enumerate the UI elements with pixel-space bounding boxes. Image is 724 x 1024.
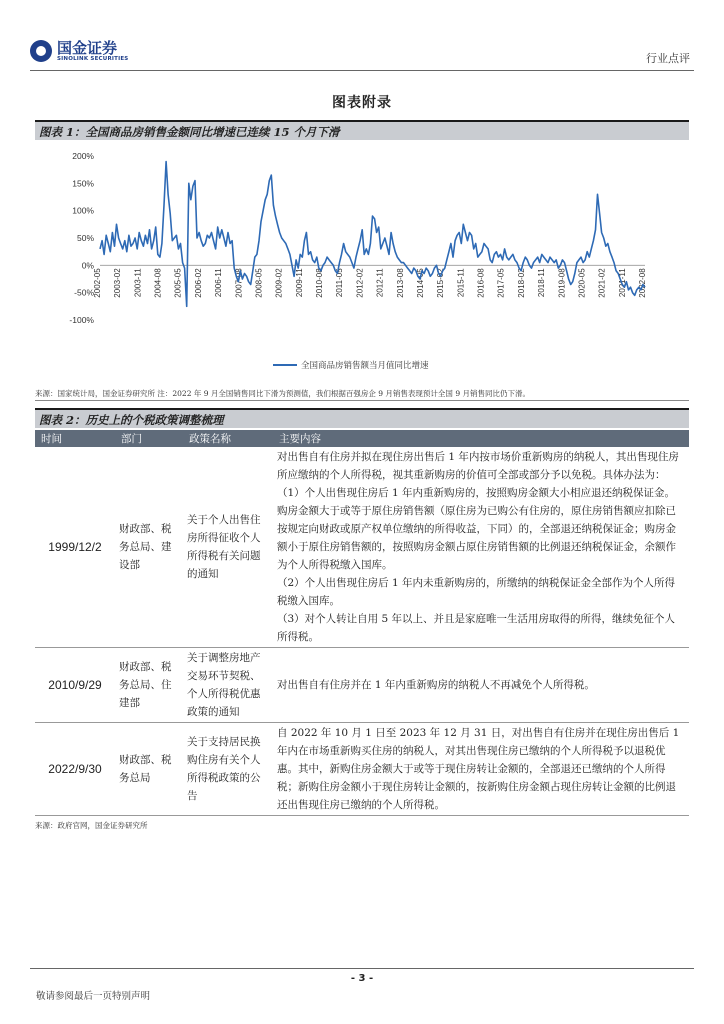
x-tick-label: 2017-05 bbox=[496, 268, 506, 298]
x-tick-label: 2006-02 bbox=[193, 268, 203, 298]
table-header bbox=[35, 430, 689, 447]
x-tick-label: 2016-08 bbox=[476, 268, 486, 298]
x-tick-label: 2002-05 bbox=[93, 268, 102, 298]
x-tick-label: 2015-11 bbox=[456, 268, 466, 298]
x-tick-label: 2003-11 bbox=[133, 268, 143, 298]
row-dept: 财政部、税务总局 bbox=[115, 723, 183, 816]
x-tick-label: 2014-05 bbox=[415, 268, 425, 298]
figure2-title: 图表 2：历史上的个税政策调整梳理 bbox=[35, 408, 689, 428]
content-paragraph: （2）个人出售现住房后 1 年内未重新购房的，所缴纳的纳税保证金全部作为个人所得税缴入国库。 bbox=[277, 577, 676, 607]
content-paragraph: （1）个人出售现住房后 1 年内重新购房的，按照购房金额大小相应退还纳税保证金。购房金额大于或等于原住房销售额（原住房为已购公有住房的，原住房销售额应扣除已按规定向财政或原产权单位缴纳的所得收益，下同）的，全部退还纳税保证金；购房金额小于原住房销售额的，按照购房金额占原住房销售额的比例退还纳税保证金，余额作为个人所得税缴入国库。 bbox=[277, 487, 676, 571]
row-dept: 财政部、税务总局、住建部 bbox=[115, 648, 183, 723]
y-tick-label: 50% bbox=[76, 233, 94, 243]
col-header-name: 政策名称 bbox=[183, 430, 273, 447]
policy-table bbox=[35, 430, 689, 816]
x-tick-label: 2010-08 bbox=[315, 268, 325, 298]
page-number: - 3 - bbox=[350, 973, 374, 984]
table-row bbox=[35, 723, 689, 816]
col-header-dept: 部门 bbox=[115, 430, 183, 447]
x-tick-label: 2009-02 bbox=[274, 268, 284, 298]
x-tick-label: 2012-11 bbox=[375, 268, 385, 298]
x-tick-label: 2022-08 bbox=[638, 268, 647, 298]
y-tick-label: -50% bbox=[74, 287, 94, 298]
row-content bbox=[273, 648, 689, 723]
figure1-divider bbox=[35, 400, 689, 401]
row-content bbox=[273, 723, 689, 816]
table-row bbox=[35, 447, 689, 648]
footer-divider bbox=[30, 968, 694, 969]
x-tick-label: 2011-05 bbox=[335, 268, 345, 298]
x-tick-label: 2021-11 bbox=[617, 268, 627, 298]
x-tick-label: 2018-02 bbox=[516, 268, 526, 298]
figure1-source: 来源：国家统计局，国金证券研究所 注：2022 年 9 月全国销售同比下滑为预测值，我们根据百强房企 9 月销售表现预计全国 9 月销售同比仍下滑。 bbox=[35, 389, 530, 398]
y-tick-label: 200% bbox=[72, 151, 94, 161]
row-policy-name: 关于调整房地产交易环节契税、个人所得税优惠政策的通知 bbox=[183, 648, 273, 723]
disclaimer-note: 敬请参阅最后一页特别声明 bbox=[36, 991, 151, 1002]
line-chart bbox=[35, 140, 689, 380]
row-date: 2010/9/29 bbox=[35, 648, 115, 723]
x-tick-label: 2005-05 bbox=[173, 268, 183, 298]
figure1-chart bbox=[35, 140, 689, 380]
brand-name-cn: 国金证券 bbox=[57, 39, 118, 57]
x-tick-label: 2004-08 bbox=[153, 268, 163, 298]
section-title: 图表附录 bbox=[332, 95, 392, 111]
y-tick-label: 150% bbox=[72, 178, 94, 189]
legend-label: 全国商品房销售额当月值同比增速 bbox=[301, 361, 429, 371]
x-tick-label: 2020-05 bbox=[577, 268, 587, 298]
x-tick-label: 2013-08 bbox=[395, 268, 405, 298]
x-tick-label: 2003-02 bbox=[113, 268, 123, 298]
brand-logo bbox=[30, 40, 128, 62]
x-tick-label: 2021-02 bbox=[597, 268, 607, 298]
x-tick-label: 2018-11 bbox=[537, 268, 547, 298]
x-tick-label: 2012-02 bbox=[355, 268, 365, 298]
row-dept: 财政部、税务总局、建设部 bbox=[115, 447, 183, 648]
x-tick-label: 2007-08 bbox=[234, 268, 244, 298]
figure2-source: 来源：政府官网，国金证券研究所 bbox=[35, 821, 148, 830]
y-tick-label: 0% bbox=[81, 260, 94, 271]
y-tick-label: 100% bbox=[72, 205, 94, 216]
x-tick-label: 2006-11 bbox=[214, 268, 224, 298]
row-policy-name: 关于个人出售住房所得征收个人所得税有关问题的通知 bbox=[183, 447, 273, 648]
content-paragraph: （3）对个人转让自用 5 年以上、并且是家庭唯一生活用房取得的所得，继续免征个人所得税。 bbox=[277, 613, 676, 643]
col-header-content: 主要内容 bbox=[273, 430, 689, 447]
row-date: 2022/9/30 bbox=[35, 723, 115, 816]
x-tick-label: 2008-05 bbox=[254, 268, 264, 298]
col-header-date: 时间 bbox=[35, 430, 115, 447]
brand-name-en: SINOLINK SECURITIES bbox=[57, 56, 129, 62]
row-date: 1999/12/2 bbox=[35, 447, 115, 648]
row-policy-name: 关于支持居民换购住房有关个人所得税政策的公告 bbox=[183, 723, 273, 816]
figure1-title: 图表 1：全国商品房销售金额同比增速已连续 15 个月下滑 bbox=[35, 120, 689, 140]
content-paragraph: 对出售自有住房并在 1 年内重新购房的纳税人不再减免个人所得税。 bbox=[277, 679, 595, 691]
table-row bbox=[35, 648, 689, 723]
brand-logo-icon bbox=[30, 40, 52, 62]
x-tick-label: 2015-02 bbox=[436, 268, 446, 298]
header-divider bbox=[30, 70, 694, 71]
y-tick-label: -100% bbox=[69, 315, 94, 325]
x-tick-label: 2009-11 bbox=[294, 268, 304, 298]
doc-type: 行业点评 bbox=[646, 52, 690, 65]
row-content bbox=[273, 447, 689, 648]
content-paragraph: 对出售自有住房并拟在现住房出售后 1 年内按市场价重新购房的纳税人，其出售现住房所应缴纳的个人所得税，视其重新购房的价值可全部或部分予以免税。具体办法为： bbox=[277, 451, 679, 481]
x-tick-label: 2019-08 bbox=[557, 268, 567, 298]
content-paragraph: 自 2022 年 10 月 1 日至 2023 年 12 月 31 日，对出售自有住房并在现住房出售后 1 年内在市场重新购买住房的纳税人，对其出售现住房已缴纳的个人所得税予以退税优惠。其中，新购住房金额大于或等于现住房转让金额的，全部退还已缴纳的个人所得税；新购住房金额小于现住房转让金额的，按新购住房金额占现住房转让金额的比例退还出售现住房已缴纳的个人所得税。 bbox=[277, 727, 680, 811]
